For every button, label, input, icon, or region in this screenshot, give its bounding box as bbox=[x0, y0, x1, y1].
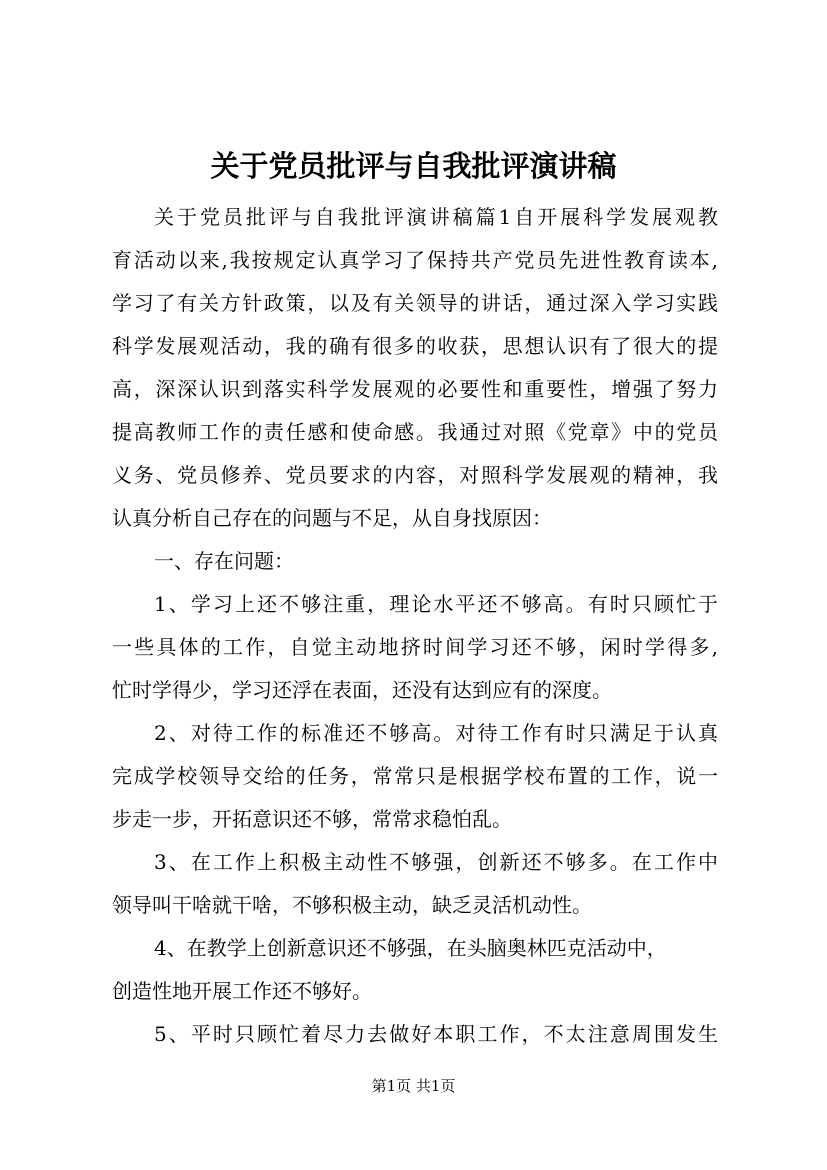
paragraph-line: 2、对待工作的标准还不够高。对待工作有时只满足于认真 bbox=[154, 721, 718, 745]
paragraph-line: 1、学习上还不够注重，理论水平还不够高。有时只顾忙于 bbox=[154, 592, 718, 616]
paragraph-line: 科学发展观活动，我的确有很多的收获，思想认识有了很大的提 bbox=[112, 334, 718, 358]
paragraph-line: 一些具体的工作，自觉主动地挤时间学习还不够，闲时学得多, bbox=[112, 635, 718, 659]
document-body bbox=[112, 196, 718, 1056]
paragraph-line: 高，深深认识到落实科学发展观的必要性和重要性，增强了努力 bbox=[112, 377, 718, 401]
paragraph-line: 领导叫干啥就干啥，不够积极主动，缺乏灵活机动性。 bbox=[112, 893, 592, 917]
paragraph-line: 完成学校领导交给的任务，常常只是根据学校布置的工作，说一 bbox=[112, 764, 718, 788]
paragraph-line: 提高教师工作的责任感和使命感。我通过对照《党章》中的党员 bbox=[112, 420, 718, 444]
paragraph-line: 学习了有关方针政策，以及有关领导的讲话，通过深入学习实践 bbox=[112, 291, 718, 315]
paragraph-line: 育活动以来,我按规定认真学习了保持共产党员先进性教育读本, bbox=[112, 248, 718, 272]
paragraph-line: 3、在工作上积极主动性不够强，创新还不够多。在工作中 bbox=[154, 850, 718, 874]
paragraph-line: 4、在教学上创新意识还不够强，在头脑奥林匹克活动中， bbox=[154, 936, 667, 960]
page-number-label: 第1页 共1页 bbox=[371, 1077, 456, 1095]
document-title: 关于党员批评与自我批评演讲稿 bbox=[210, 149, 617, 183]
paragraph-line: 5、平时只顾忙着尽力去做好本职工作，不太注意周围发生 bbox=[154, 1022, 718, 1046]
page-footer bbox=[0, 1076, 827, 1096]
paragraph-line: 关于党员批评与自我批评演讲稿篇1自开展科学发展观教 bbox=[154, 205, 718, 229]
paragraph-line: 义务、党员修养、党员要求的内容，对照科学发展观的精神，我 bbox=[112, 463, 718, 487]
paragraph-line: 一、存在问题： bbox=[154, 549, 294, 573]
paragraph-line: 忙时学得少，学习还浮在表面，还没有达到应有的深度。 bbox=[112, 678, 612, 702]
paragraph-line: 创造性地开展工作还不够好。 bbox=[112, 979, 372, 1003]
paragraph-line: 步走一步，开拓意识还不够，常常求稳怕乱。 bbox=[112, 807, 512, 831]
paragraph-line: 认真分析自己存在的问题与不足，从自身找原因： bbox=[112, 506, 552, 530]
